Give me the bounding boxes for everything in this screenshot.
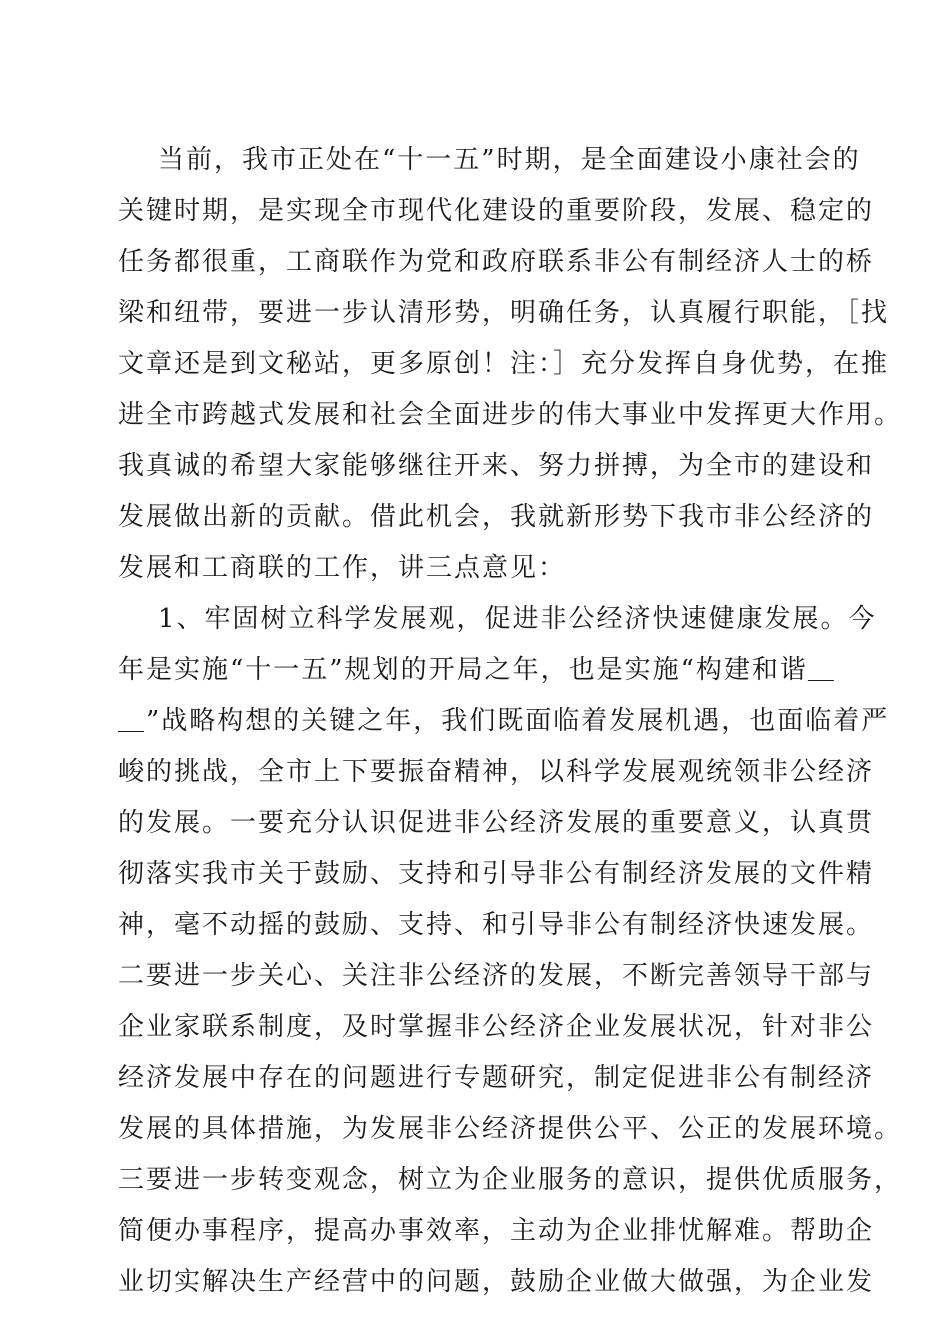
text-line: 的发展。一要充分认识促进非公经济发展的重要意义，认真贯 xyxy=(118,808,875,838)
text-line: 我真诚的希望大家能够继往开来、努力拼搏，为全市的建设和 xyxy=(118,451,875,481)
text-line: 年是实施“十一五”规划的开局之年，也是实施“构建和谐＿ xyxy=(118,655,836,685)
text-line: 神，毫不动摇的鼓励、支持、和引导非公有制经济快速发展。 xyxy=(118,910,875,940)
text-line: 企业家联系制度，及时掌握非公经济企业发展状况，针对非公 xyxy=(118,1012,875,1042)
text-line: 二要进一步关心、关注非公经济的发展，不断完善领导干部与 xyxy=(118,961,875,991)
text-line: 当前，我市正处在“十一五”时期，是全面建设小康社会的 xyxy=(158,145,861,175)
body-text xyxy=(118,140,903,1313)
text-line: 1、牢固树立科学发展观，促进非公经济快速健康发展。今 xyxy=(158,604,877,634)
text-line: 文章还是到文秘站，更多原创！注：］充分发挥自身优势，在推 xyxy=(118,349,890,379)
text-line: 关键时期，是实现全市现代化建设的重要阶段，发展、稳定的 xyxy=(118,196,875,226)
text-line: 任务都很重，工商联作为党和政府联系非公有制经济人士的桥 xyxy=(118,247,875,277)
text-line: 进全市跨越式发展和社会全面进步的伟大事业中发挥更大作用。 xyxy=(118,400,903,430)
text-line: 峻的挑战，全市上下要振奋精神，以科学发展观统领非公经济 xyxy=(118,757,875,787)
text-line: 发展做出新的贡献。借此机会，我就新形势下我市非公经济的 xyxy=(118,502,875,532)
text-line: 彻落实我市关于鼓励、支持和引导非公有制经济发展的文件精 xyxy=(118,859,875,889)
text-line: 业切实解决生产经营中的问题，鼓励企业做大做强，为企业发 xyxy=(118,1267,875,1297)
text-line: 简便办事程序，提高办事效率，主动为企业排忧解难。帮助企 xyxy=(118,1216,875,1246)
text-line: 经济发展中存在的问题进行专题研究，制定促进非公有制经济 xyxy=(118,1063,875,1093)
text-line: 梁和纽带，要进一步认清形势，明确任务，认真履行职能，［找 xyxy=(118,298,890,328)
text-line: 发展的具体措施，为发展非公经济提供公平、公正的发展环境。 xyxy=(118,1114,903,1144)
text-line: 三要进一步转变观念，树立为企业服务的意识，提供优质服务， xyxy=(118,1165,903,1195)
text-line: ＿”战略构想的关键之年，我们既面临着发展机遇，也面临着严 xyxy=(118,706,890,736)
text-line: 发展和工商联的工作，讲三点意见： xyxy=(118,553,567,583)
